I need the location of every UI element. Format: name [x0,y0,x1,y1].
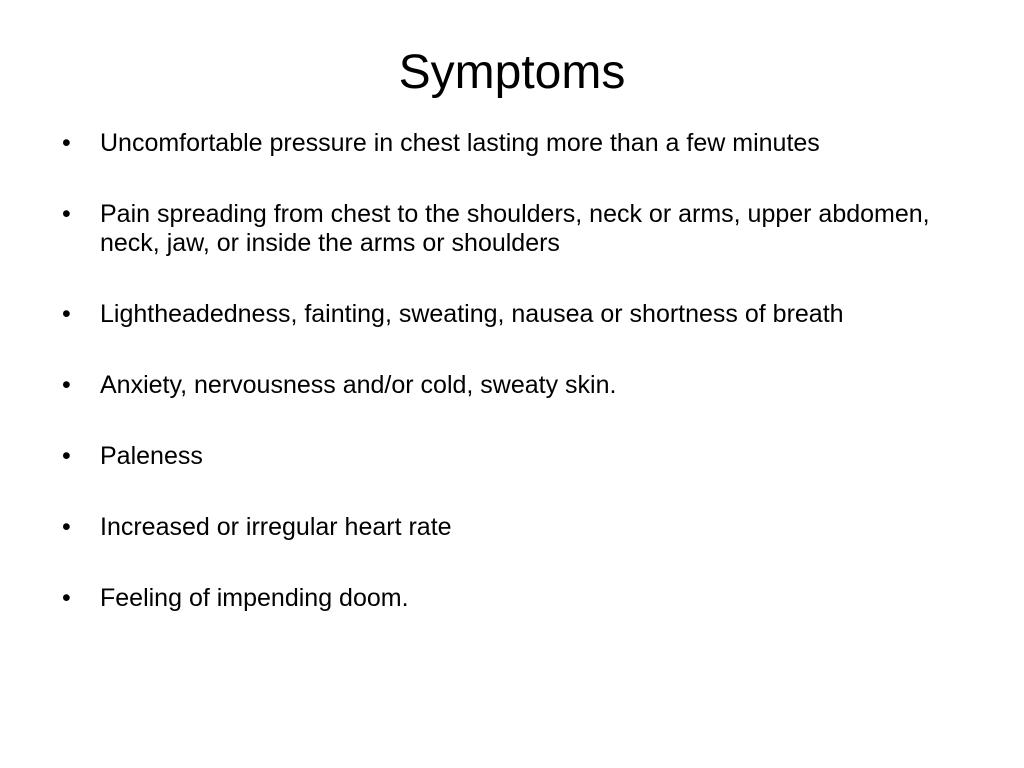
list-item [62,129,972,158]
bullet-icon: • [62,129,71,157]
list-item [62,371,972,400]
bullet-icon: • [62,200,71,228]
list-item [62,584,972,613]
bullet-text: Paleness [100,442,203,470]
bullet-icon: • [62,300,71,328]
bullet-list [62,129,972,655]
bullet-icon: • [62,584,71,612]
bullet-icon: • [62,371,71,399]
slide-title: Symptoms [398,46,626,99]
bullet-text: Anxiety, nervousness and/or cold, sweaty skin. [100,371,617,399]
bullet-text: Uncomfortable pressure in chest lasting more than a few minutes [100,129,820,157]
list-item [62,200,972,258]
bullet-icon: • [62,442,71,470]
bullet-icon: • [62,513,71,541]
bullet-text: Lightheadedness, fainting, sweating, nausea or shortness of breath [100,300,844,328]
bullet-text: Feeling of impending doom. [100,584,409,612]
bullet-text: Increased or irregular heart rate [100,513,452,541]
list-item [62,442,972,471]
list-item [62,300,972,329]
list-item [62,513,972,542]
bullet-text: Pain spreading from chest to the shoulders, neck or arms, upper abdomen, neck, jaw, or inside the arms or shoulders [100,200,930,257]
